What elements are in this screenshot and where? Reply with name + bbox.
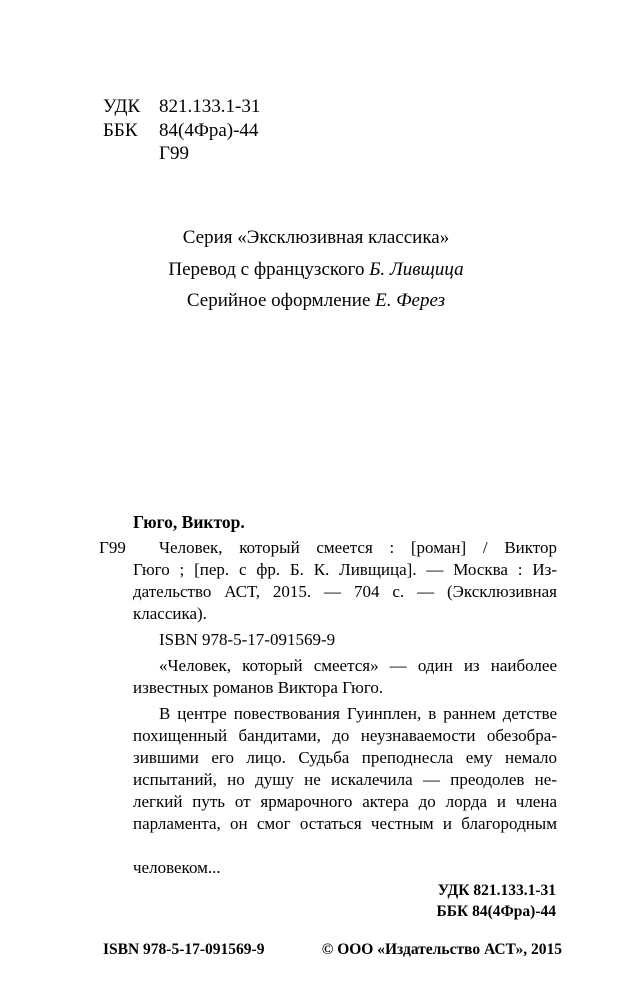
annotation-p2-line-7: человеком... [133,858,221,877]
translation-prefix: Перевод с французского [168,259,365,280]
annotation-p2-line-5: легкий путь от ярмарочного актера до лорда и члена [133,792,557,811]
annotation-p2-line-2: похищенный бандитами, до неузнаваемости обезобра- [133,726,557,745]
footer-isbn: ISBN 978-5-17-091569-9 [103,941,265,958]
catalog-description [159,537,557,559]
annotation-p2-line-6: парламента, он смог остаться честным и благородным [133,814,557,833]
catalog-desc-line-3: дательство АСТ, 2015. — 704 с. — (Эксклюзивная [133,582,557,601]
annotation-p2-body [133,725,557,835]
catalog-isbn: ISBN 978-5-17-091569-9 [159,630,336,649]
catalog-desc-line-1: Человек, который смеется : [роман] / Виктор [159,538,557,557]
design-line [0,290,632,312]
annotation-p1-first [159,655,557,677]
annotation-p2-first [159,703,557,725]
footer-copyright: © ООО «Издательство АСТ», 2015 [321,941,562,958]
annotation-p2-line-4: испытаний, но душу не искалечила — преодолев не- [133,770,557,789]
bbk-value: 84(4Фра)-44 [159,120,259,141]
annotation-p1-line-2: известных романов Виктора Гюго. [133,678,384,697]
translation-line [0,259,632,281]
designer-name: Е. Ферез [375,290,446,311]
author-mark-catalog: Г99 [99,538,126,557]
author-mark-top: Г99 [159,143,189,164]
footer-bbk: ББК 84(4Фра)-44 [436,903,556,920]
bbk-label: ББК [103,120,138,141]
annotation-p2-line-1: В центре повествования Гуинплен, в раннем детстве [159,704,557,723]
series-line: Серия «Эксклюзивная классика» [182,227,450,248]
translator-name: Б. Ливщица [369,259,464,280]
catalog-desc-line-2: Гюго ; [пер. с фр. Б. К. Ливщица]. — Москва : Из- [133,560,557,579]
annotation-p1-line-1: «Человек, который смеется» — один из наиболее [159,656,557,675]
udk-label: УДК [103,96,141,117]
author-heading: Гюго, Виктор. [133,512,245,532]
annotation-p2-line-3: зившими его лицо. Судьба преподнесла ему немало [133,748,557,767]
design-prefix: Серийное оформление [186,290,371,311]
catalog-description-cont [133,559,557,603]
catalog-desc-line-4: классика). [133,604,207,623]
udk-value: 821.133.1-31 [159,96,261,117]
footer-udk: УДК 821.133.1-31 [437,882,556,899]
